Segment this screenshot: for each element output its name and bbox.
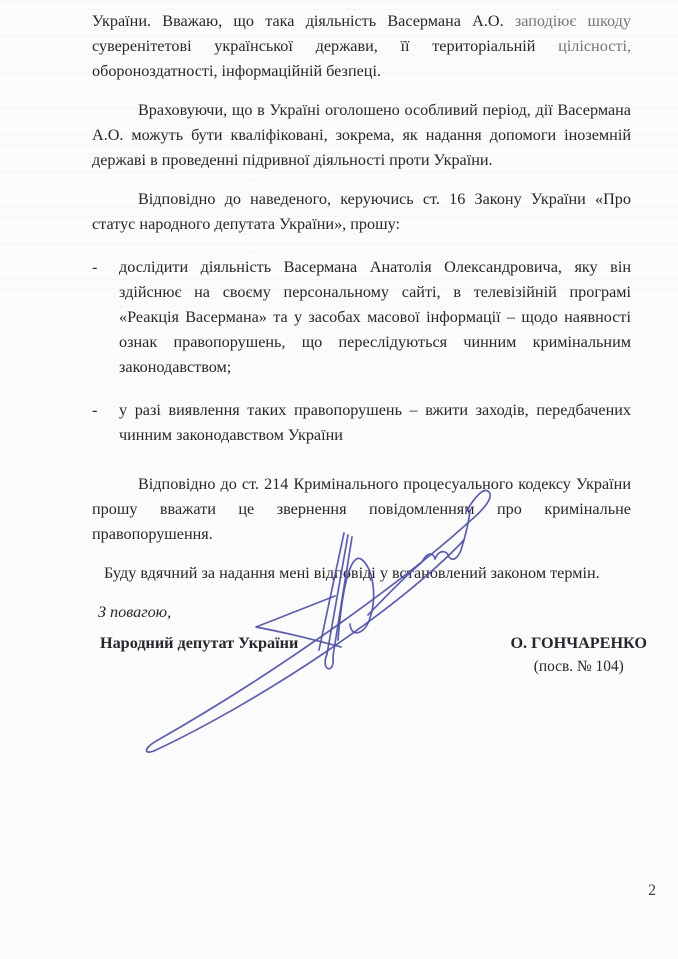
paragraph-criminal-code: Відповідно до ст. 214 Кримінального процесуального кодексу України прошу вважати це звернення повідомленням про кримінальне правопорушення. <box>92 475 631 543</box>
paragraph-request-intro: Відповідно до наведеного, керуючись ст. 16 Закону України «Про статус народного депутата України», прошу: <box>92 190 631 233</box>
signer-name: О. ГОНЧАРЕНКО <box>510 634 647 652</box>
paragraph-gratitude: Буду вдячний за надання мені відповіді у встановлений законом термін. <box>104 564 600 582</box>
list-item <box>92 255 631 380</box>
list-item-marker: - <box>92 258 98 276</box>
paragraph-harm-statement <box>92 9 631 84</box>
list-item-text: дослідити діяльність Васермана Анатолія Олександровича, яку він здійснює на своєму персональному сайті, в телевізійній програмі «Реакція Васермана» та у засобах масової інформації – щодо наявності ознак правопорушень, що переслідуються чинним кримінальним законодавством; <box>119 258 631 376</box>
signer-identity <box>510 631 647 678</box>
paragraph-text-faded: заподіює шкоду <box>514 12 631 30</box>
page-number: 2 <box>648 882 656 899</box>
paragraph-text: України. Вважаю, що така діяльність Васермана А.О. <box>92 12 515 30</box>
paragraph-text-faded: цілісності, <box>558 37 631 55</box>
paragraph-special-period: Враховуючи, що в Україні оголошено особливий період, дії Васермана А.О. можуть бути кваліфіковані, зокрема, як надання допомоги іноземній державі в проведенні підривної діяльності проти України. <box>92 101 631 169</box>
list-item-marker: - <box>92 401 98 419</box>
paragraph-text: суверенітетові української держави, її територіальній <box>92 37 559 55</box>
list-item <box>92 398 631 448</box>
paragraph-text: обороноздатності, інформаційній безпеці. <box>92 62 382 80</box>
signature-row <box>92 631 647 678</box>
signer-credential: (посв. № 104) <box>533 658 624 675</box>
salutation: З повагою, <box>98 603 172 621</box>
request-list <box>92 255 631 448</box>
signer-title: Народний депутат України <box>100 634 299 652</box>
list-item-text: у разі виявлення таких правопорушень – вжити заходів, передбачених чинним законодавством України <box>119 401 631 444</box>
